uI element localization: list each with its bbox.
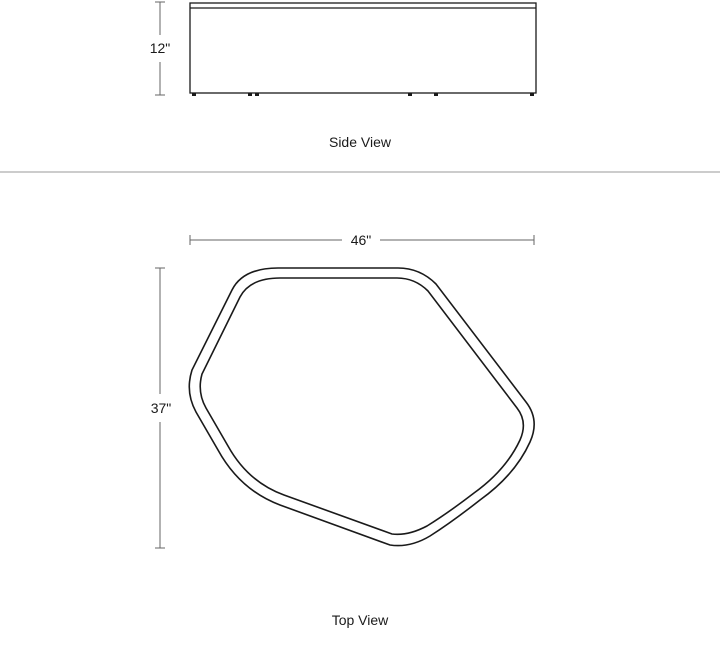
side-height-label: 12" [149,40,171,56]
foot-icon [408,93,412,96]
side-profile [190,3,536,96]
side-view [150,2,536,150]
foot-icon [434,93,438,96]
top-width-label: 46" [350,232,372,248]
top-depth-label: 37" [150,400,172,416]
foot-icon [192,93,196,96]
side-height-dimension [150,2,171,95]
top-width-dimension [190,232,534,248]
table-top-outline [189,268,534,546]
foot-icon [530,93,534,96]
foot-icon [255,93,259,96]
top-depth-dimension [151,268,172,548]
side-view-caption: Side View [328,134,392,150]
foot-icon [248,93,252,96]
top-view [151,232,534,628]
top-view-caption: Top View [331,612,389,628]
